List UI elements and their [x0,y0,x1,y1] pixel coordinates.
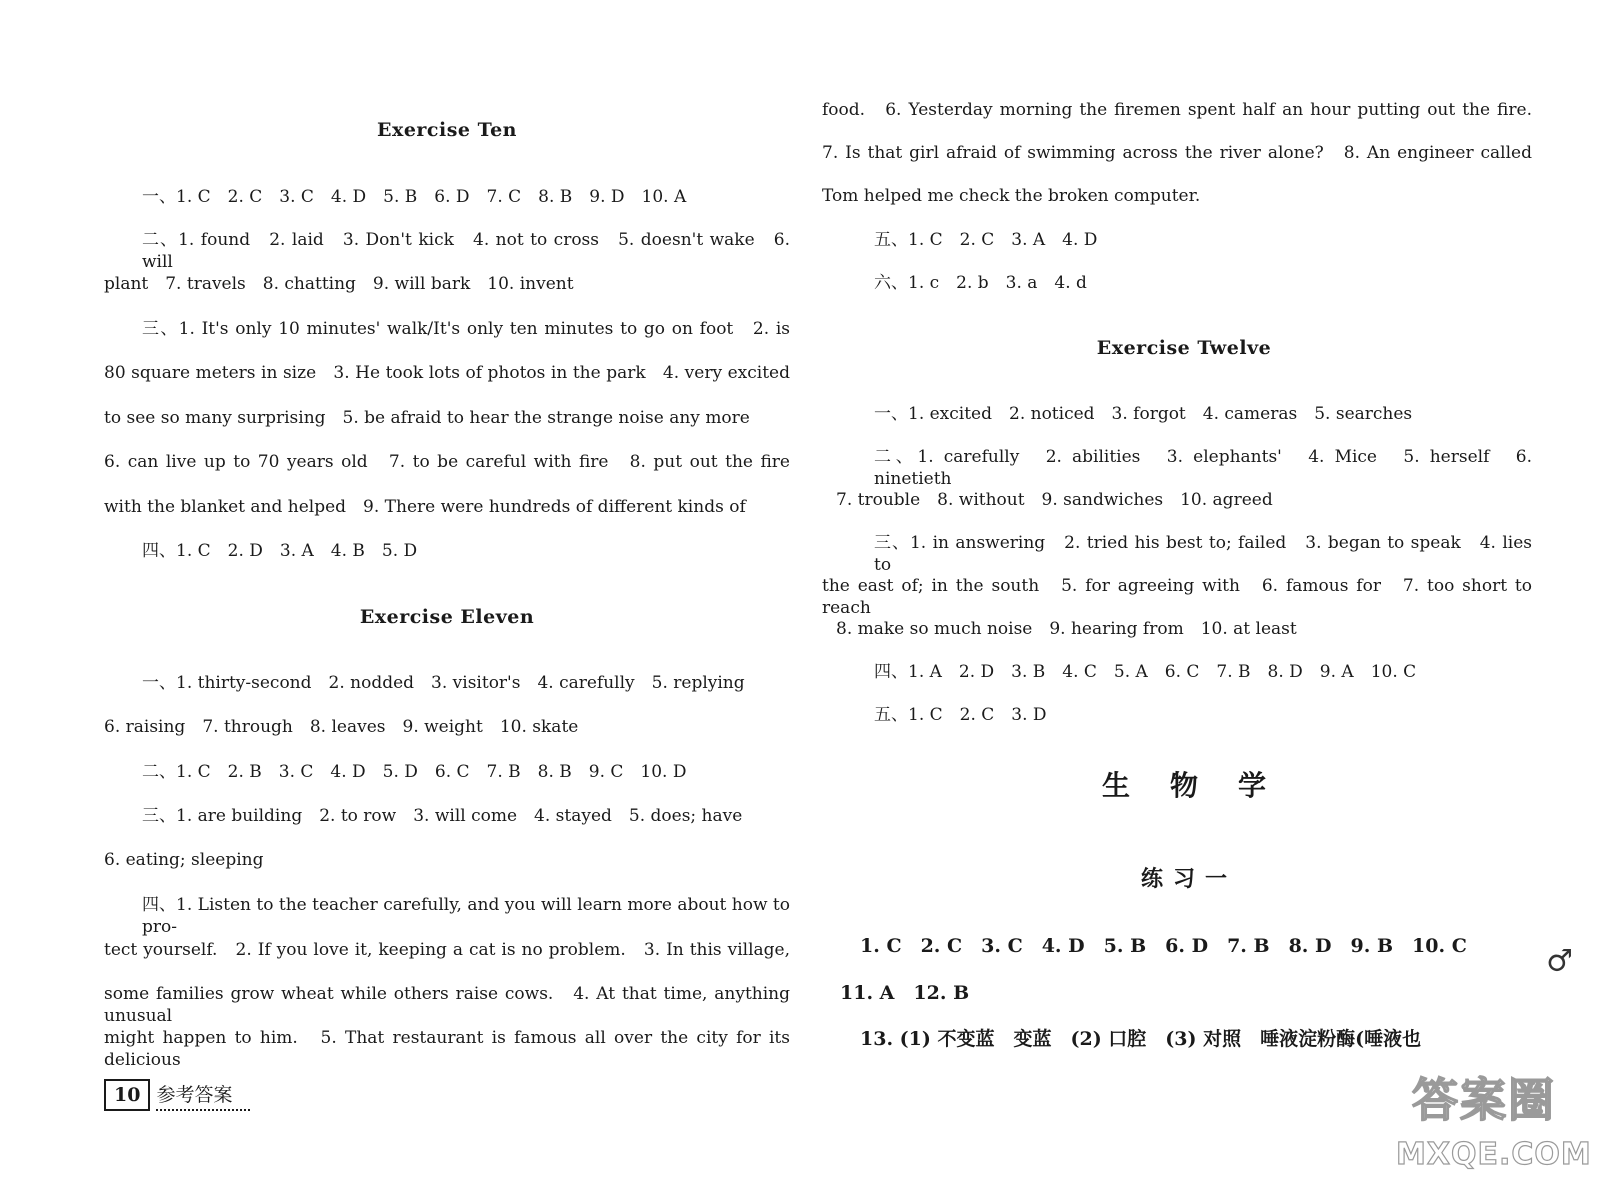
ex10-line-2: 二、1. found 2. laid 3. Don't kick 4. not to cross 5. doesn't wake 6. will [142,230,790,272]
page-number: 10 [104,1079,150,1111]
ex12-line-6: 8. make so much noise 9. hearing from 10. at least [836,619,1297,639]
ex12-line-4: 三、1. in answering 2. tried his best to; failed 3. began to speak 4. lies to [874,533,1532,575]
ex11-line-9: might happen to him. 5. That restaurant is famous all over the city for its delicious [104,1028,790,1070]
bio-line-1: 1. C 2. C 3. C 4. D 5. B 6. D 7. B 8. D 9. B 10. C [860,935,1467,957]
ex11-line-1: 一、1. thirty-second 2. nodded 3. visitor's 4. carefully 5. replying [142,673,745,693]
ex10-line-3: plant 7. travels 8. chatting 9. will bark 10. invent [104,274,574,294]
ex11-line-4: 三、1. are building 2. to row 3. will come 4. stayed 5. does; have [142,806,743,826]
ex11-line-6: 四、1. Listen to the teacher carefully, and you will learn more about how to pro- [142,895,790,937]
ex10-line-5: 80 square meters in size 3. He took lots of photos in the park 4. very excited [104,363,790,383]
ex10-line-4: 三、1. It's only 10 minutes' walk/It's only ten minutes to go on foot 2. is [142,319,790,339]
page-label: 参考答案 [156,1080,250,1111]
ex11-cont-line-4: 五、1. C 2. C 3. A 4. D [874,230,1098,250]
ex10-line-9: 四、1. C 2. D 3. A 4. B 5. D [142,541,418,561]
page-footer [104,1078,250,1112]
watermark-text-bottom: MXQE.COM [1396,1137,1592,1172]
bio-line-2: 11. A 12. B [840,982,970,1004]
ex12-line-3: 7. trouble 8. without 9. sandwiches 10. agreed [836,490,1273,510]
ex11-cont-line-5: 六、1. c 2. b 3. a 4. d [874,273,1087,293]
ex10-line-7: 6. can live up to 70 years old 7. to be careful with fire 8. put out the fire [104,452,790,472]
ex11-line-3: 二、1. C 2. B 3. C 4. D 5. D 6. C 7. B 8. B 9. C 10. D [142,762,687,782]
ex11-line-8: some families grow wheat while others raise cows. 4. At that time, anything unusual [104,984,790,1026]
ex12-line-8: 五、1. C 2. C 3. D [874,705,1047,725]
ex11-line-2: 6. raising 7. through 8. leaves 9. weight 10. skate [104,717,579,737]
ex12-line-5: the east of; in the south 5. for agreeing with 6. famous for 7. too short to reach [822,576,1532,618]
ex12-line-2: 二、1. carefully 2. abilities 3. elephants' 4. Mice 5. herself 6. ninetieth [874,447,1532,489]
subject-title-biology: 生物学 [1101,769,1306,802]
ex10-line-6: to see so many surprising 5. be afraid to hear the strange noise any more [104,408,750,428]
exercise-eleven-title: Exercise Eleven [359,606,535,628]
ex12-line-7: 四、1. A 2. D 3. B 4. C 5. A 6. C 7. B 8. D 9. A 10. C [874,662,1417,682]
ex11-cont-line-1: food. 6. Yesterday morning the firemen spent half an hour putting out the fire. [822,100,1532,120]
watermark-logo [1396,1064,1592,1174]
watermark-text-top: 答案圈 [1412,1073,1556,1127]
ex10-line-8: with the blanket and helped 9. There were hundreds of different kinds of [104,497,746,517]
ex12-line-1: 一、1. excited 2. noticed 3. forgot 4. cameras 5. searches [874,404,1413,424]
ex11-line-5: 6. eating; sleeping [104,850,264,870]
ex10-line-1: 一、1. C 2. C 3. C 4. D 5. B 6. D 7. C 8. B 9. D 10. A [142,187,687,207]
ex11-cont-line-2: 7. Is that girl afraid of swimming across the river alone? 8. An engineer called [822,143,1532,163]
exercise-twelve-title: Exercise Twelve [1096,337,1272,359]
bio-line-3: 13. (1) 不变蓝 变蓝 (2) 口腔 (3) 对照 唾液淀粉酶(唾液也 [860,1028,1422,1050]
ex11-line-7: tect yourself. 2. If you love it, keeping a cat is no problem. 3. In this village, [104,940,790,960]
binding-mark-icon: ♂ [1546,944,1573,979]
exercise-ten-title: Exercise Ten [377,119,517,141]
ex11-cont-line-3: Tom helped me check the broken computer. [822,186,1201,206]
practice-one-title: 练习一 [1140,867,1237,892]
